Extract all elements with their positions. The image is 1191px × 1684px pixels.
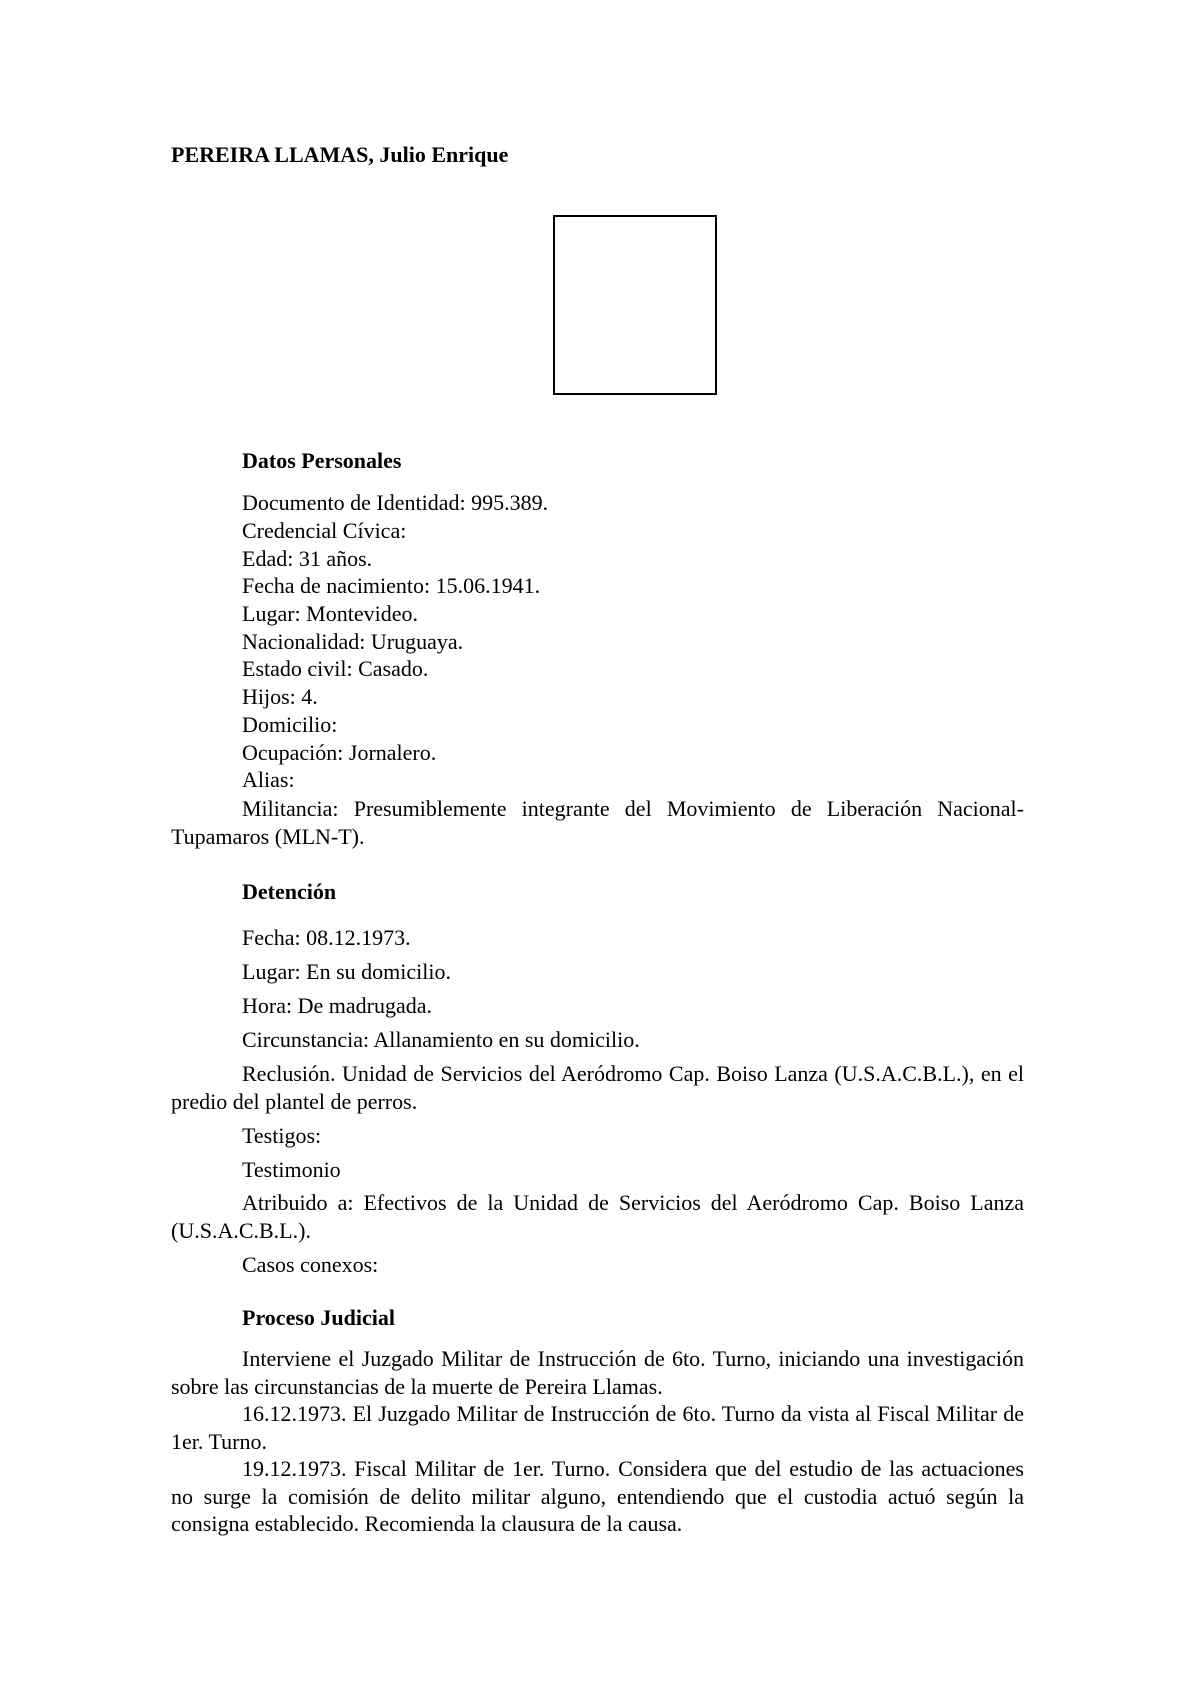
field-fecha-nacimiento: Fecha de nacimiento: 15.06.1941. xyxy=(242,573,541,598)
field-nacionalidad: Nacionalidad: Uruguaya. xyxy=(242,629,464,654)
proceso-paragraph: Interviene el Juzgado Militar de Instrucción de 6to. Turno, iniciando una investigación sobre las circunstancias de la muerte de Pereira Llamas. xyxy=(171,1346,1024,1399)
field-detencion-casos-conexos: Casos conexos: xyxy=(242,1252,379,1277)
field-detencion-reclusion: Reclusión. Unidad de Servicios del Aeródromo Cap. Boiso Lanza (U.S.A.C.B.L.), en el predio del plantel de perros. xyxy=(171,1061,1024,1114)
field-lugar: Lugar: Montevideo. xyxy=(242,601,418,626)
field-detencion-testigos: Testigos: xyxy=(242,1123,322,1148)
field-ocupacion: Ocupación: Jornalero. xyxy=(242,740,437,765)
field-edad: Edad: 31 años. xyxy=(242,546,373,571)
field-militancia: Militancia: Presumiblemente integrante del Movimiento de Liberación Nacional-Tupamaros (MLN-T). xyxy=(171,796,1024,849)
field-detencion-testimonio: Testimonio xyxy=(242,1157,341,1182)
proceso-paragraph: 16.12.1973. El Juzgado Militar de Instrucción de 6to. Turno da vista al Fiscal Militar de 1er. Turno. xyxy=(171,1401,1024,1454)
photo-placeholder xyxy=(553,215,717,395)
field-estado-civil: Estado civil: Casado. xyxy=(242,656,429,681)
section-title-datos-personales: Datos Personales xyxy=(242,448,402,473)
field-domicilio: Domicilio: xyxy=(242,712,338,737)
person-name-heading: PEREIRA LLAMAS, Julio Enrique xyxy=(171,142,509,167)
section-title-detencion: Detención xyxy=(242,879,337,904)
field-credencial-civica: Credencial Cívica: xyxy=(242,518,407,543)
field-documento-identidad: Documento de Identidad: 995.389. xyxy=(242,490,549,515)
proceso-paragraph: 19.12.1973. Fiscal Militar de 1er. Turno. Considera que del estudio de las actuaciones no surge la comisión de delito militar alguno, entendiendo que el custodia actuó según la consigna establecido. Recomienda la clausura de la causa. xyxy=(171,1456,1024,1536)
field-detencion-circunstancia: Circunstancia: Allanamiento en su domicilio. xyxy=(242,1027,640,1052)
field-detencion-lugar: Lugar: En su domicilio. xyxy=(242,959,451,984)
field-hijos: Hijos: 4. xyxy=(242,684,318,709)
field-detencion-fecha: Fecha: 08.12.1973. xyxy=(242,925,411,950)
field-detencion-hora: Hora: De madrugada. xyxy=(242,993,432,1018)
section-title-proceso-judicial: Proceso Judicial xyxy=(242,1305,395,1330)
field-detencion-atribuido: Atribuido a: Efectivos de la Unidad de Servicios del Aeródromo Cap. Boiso Lanza (U.S.A.C.B.L.). xyxy=(171,1190,1024,1243)
field-alias: Alias: xyxy=(242,767,295,792)
